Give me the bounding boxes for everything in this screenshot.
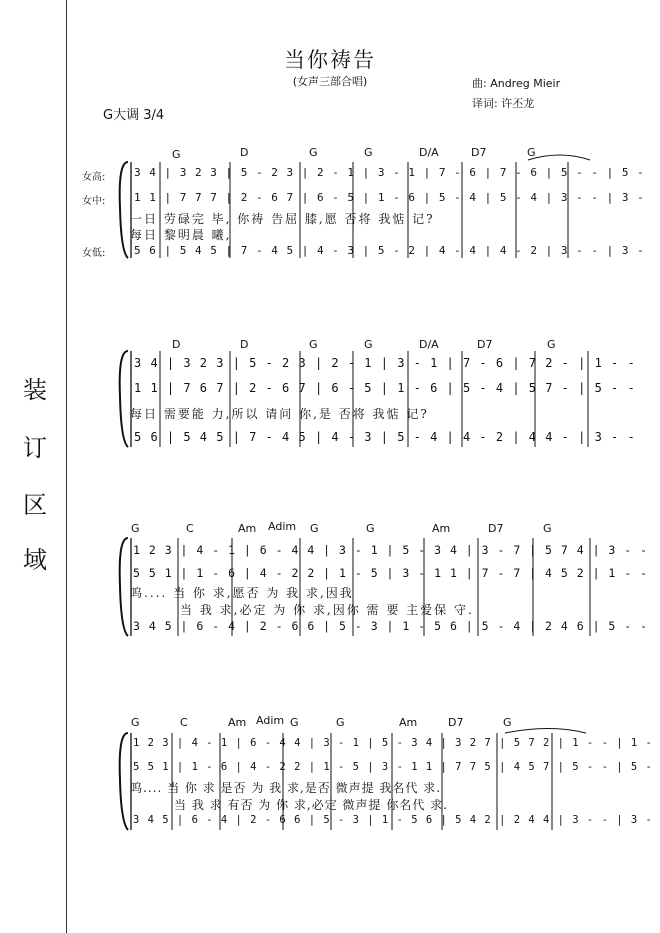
lyrics-verse-1: 每日 需要能 力,所以 请问 你,是 否将 我惦 记? [130, 407, 429, 421]
chord: G [172, 148, 181, 161]
binding-char: 装 [23, 376, 47, 404]
song-subtitle: (女声三部合唱) [292, 75, 368, 88]
chord: D/A [419, 146, 439, 159]
chord: C [180, 716, 188, 729]
chord: G [364, 338, 373, 351]
song-title: 当你祷告 [284, 48, 376, 72]
alto-notes: 5 5 1 | 1 - 6 | 4 - 2 2 | 1 - 5 | 3 - 1 1 | 7 7 5 | 4 5 7 | 5 - - | 5 - [133, 761, 653, 773]
binding-char: 域 [23, 546, 47, 574]
chord: Am [238, 522, 257, 535]
binding-char: 订 [23, 434, 47, 462]
chord: G [503, 716, 512, 729]
chord: D/A [419, 338, 439, 351]
alto-notes: 5 5 1 | 1 - 6 | 4 - 2 2 | 1 - 5 | 3 - 1 1 | 7 - 7 | 4 5 2 | 1 - - [133, 566, 649, 580]
chord: Am [432, 522, 451, 535]
chord: G [131, 522, 140, 535]
chord: D [240, 146, 249, 159]
chord: G [543, 522, 552, 535]
chord: G [527, 146, 536, 159]
voice-label-soprano: 女高: [82, 172, 106, 183]
bass-notes: 5 6 | 5 4 5 | 7 - 4 5 | 4 - 3 | 5 - 4 | 4 - 2 | 4 4 - | 3 - - [134, 430, 636, 444]
chord: D [172, 338, 181, 351]
alto-notes: 1 1 | 7 6 7 | 2 - 6 7 | 6 - 5 | 1 - 6 | 5 - 4 | 5 7 - | 5 - - [134, 381, 636, 395]
chord: D7 [477, 338, 493, 351]
bass-notes: 3 4 5 | 6 - 4 | 2 - 6 6 | 5 - 3 | 1 - 5 6 | 5 4 2 | 2 4 4 | 3 - - | 3 - [133, 814, 653, 826]
lyricist-credit: 译词: 许丕龙 [472, 97, 535, 110]
soprano-notes: 1 2 3 | 4 - 1 | 6 - 4 4 | 3 - 1 | 5 - 3 4 | 3 - 7 | 5 7 4 | 3 - - [133, 543, 649, 557]
chord: Adim [256, 714, 285, 727]
chord: G [131, 716, 140, 729]
composer-credit: 曲: Andreg Mieir [472, 77, 561, 90]
soprano-notes: 1 2 3 | 4 - 1 | 6 - 4 4 | 3 - 1 | 5 - 3 4 | 3 2 7 | 5 7 2 | 1 - - | 1 - [133, 737, 653, 749]
chord: C [186, 522, 194, 535]
chord: D7 [448, 716, 464, 729]
chord: G [290, 716, 299, 729]
lyrics-verse-1: 呜.... 当 你 求,愿否 为 我 求,因我 [130, 586, 354, 600]
lyrics-verse-2: 当 我 求 有否 为 你 求,必定 微声提 你名代 求. [174, 798, 448, 812]
soprano-notes: 3 4 | 3 2 3 | 5 - 2 3 | 2 - 1 | 3 - 1 | 7 - 6 | 7 2 - | 1 - - [134, 356, 636, 370]
lyrics-verse-2: 每日 黎明晨 曦, [130, 228, 232, 242]
voice-label-bass: 女低: [82, 248, 106, 259]
alto-notes: 1 1 | 7 7 7 | 2 - 6 7 | 6 - 5 | 1 - 6 | 5 - 4 | 5 - 4 | 3 - - | 3 - [134, 191, 645, 204]
voice-label-alto: 女中: [82, 196, 106, 207]
chord: Am [399, 716, 418, 729]
chord: D7 [488, 522, 504, 535]
lyrics-verse-1: 呜.... 当 你 求 是否 为 我 求,是否 微声提 我名代 求. [130, 781, 442, 795]
key-signature: G大调 3/4 [103, 108, 165, 123]
bass-notes: 3 4 5 | 6 - 4 | 2 - 6 6 | 5 - 3 | 1 - 5 6 | 5 - 4 | 2 4 6 | 5 - - [133, 619, 649, 633]
soprano-notes: 3 4 | 3 2 3 | 5 - 2 3 | 2 - 1 | 3 - 1 | 7 - 6 | 7 - 6 | 5 - - | 5 - [134, 166, 645, 179]
chord: D [240, 338, 249, 351]
chord: G [366, 522, 375, 535]
chord: G [310, 522, 319, 535]
chord: G [364, 146, 373, 159]
bass-notes: 5 6 | 5 4 5 | 7 - 4 5 | 4 - 3 | 5 - 2 | 4 - 4 | 4 - 2 | 3 - - | 3 - [134, 244, 645, 257]
chord: D7 [471, 146, 487, 159]
lyrics-verse-2: 当 我 求,必定 为 你 求,因你 需 要 主爱保 守. [180, 603, 474, 617]
lyrics-verse-1: 一日 劳碌完 毕, 你祷 告屈 膝,愿 否将 我惦 记? [130, 212, 435, 226]
binding-char: 区 [23, 491, 47, 519]
chord: G [336, 716, 345, 729]
chord: G [309, 146, 318, 159]
chord: G [309, 338, 318, 351]
chord: Am [228, 716, 247, 729]
chord: Adim [268, 520, 297, 533]
chord: G [547, 338, 556, 351]
